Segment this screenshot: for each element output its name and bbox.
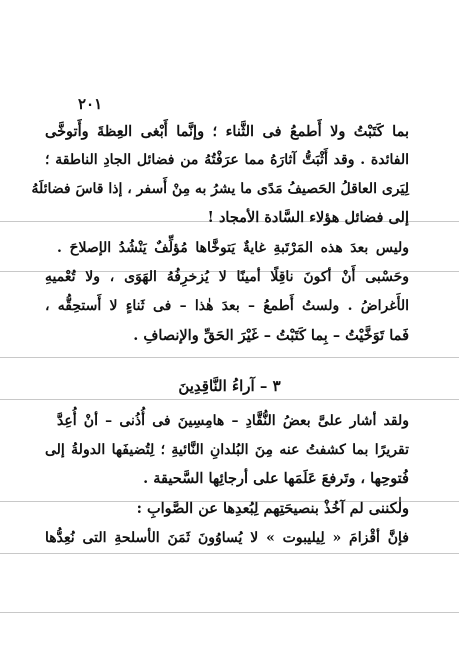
text-line: إلى فضائل هؤلاء السَّادة الأمجاد ! [207, 209, 409, 226]
scan-line-divider [0, 357, 459, 358]
text-line: تقريرًا بما كشفتُ عنه مِنَ البُلدانِ النَّائيةِ ؛ لِتُضيفَها الدولةُ إلى [45, 442, 409, 458]
scan-line-divider [0, 553, 459, 554]
scan-line-divider [0, 612, 459, 613]
text-line: فُتوحِها ، وتَرفعَ عَلَمَها على أرجائِها السَّحيقة . [143, 470, 409, 487]
text-line: ولقد أشار علىَّ بعضُ النُّقَّادِ – هامِسِينَ فى أُذُنى – أنْ أُعِدَّ [57, 413, 409, 429]
text-line: الأَغراضُ . ولستُ أَطمعُ – بعدَ هٰذا – فى ثَناءٍ لا أَستحِقُّه ، [45, 298, 409, 314]
text-line: الفائدة . وقد أَثْبَتُّ آثارَهُ مما عرَفْتُهُ من فضائل الجادِ الناطقة ؛ [45, 152, 409, 168]
text-line: وليس بعدَ هذه المَرْتَبةِ غايةٌ يَتوخَّاها مُؤلِّفٌ يَنْشُدُ الإصلاحَ . [57, 240, 409, 256]
text-line: فَما تَوَخَّيْتُ – بِما كَتَبْتُ – غَيْرَ الحَقِّ والإنصافِ . [133, 327, 409, 344]
text-line: بما كَتَبْتُ ولا أَطمعُ فى الثَّناء ؛ وإنَّما أَبْغى العِظةَ وأَتوخَّى [45, 123, 409, 140]
text-line: لِيَرى العاقلُ الحَصيفُ مَدًى ما يشرُ به مِنْ أَسفر ، إذا قاسَ فضائلَهُ [31, 181, 409, 197]
scan-line-divider [0, 399, 459, 400]
section-heading: ٣ – آراءُ النَّاقِدِينَ [178, 377, 281, 395]
text-line: فإنَّ أقْزامَ « لِيليبوت » لا يُساوُونَ ثَمَنَ الأسلحةِ التى نُعِدُّها [45, 530, 409, 546]
page-number: ٢٠١ [78, 95, 103, 113]
text-line: وحَسْبى أَنْ أكونَ ناقِلًا أمينًا لا يُزخرِفُهُ الهَوَى ، ولا تُعْميهِ [45, 269, 409, 285]
text-line: ولٰكننى لم آخُذْ بنصيحَتِهم لِبُعدِها عن الصَّوابِ : [136, 500, 409, 517]
